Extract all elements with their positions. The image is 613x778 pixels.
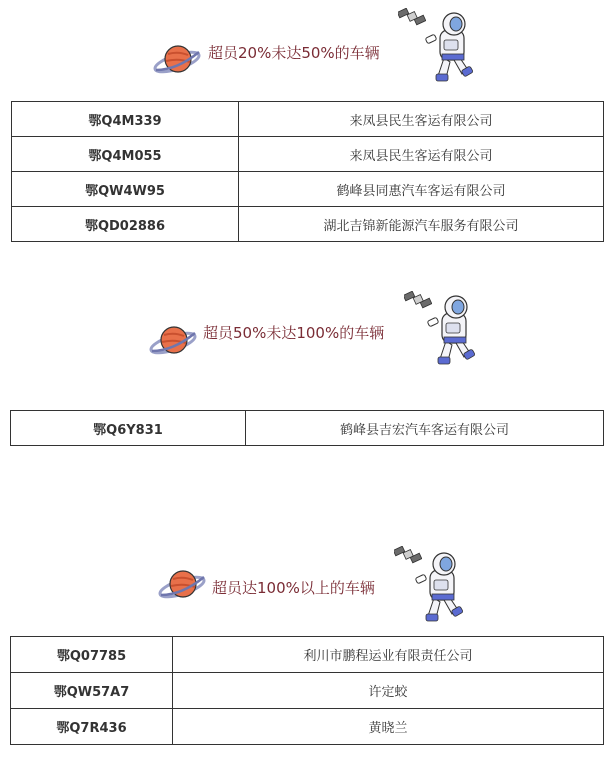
section-banner	[0, 285, 613, 375]
vehicle-table	[10, 410, 604, 446]
owner-cell: 黄晓兰	[173, 709, 604, 745]
table-row	[12, 172, 604, 207]
owner-cell: 来凤县民生客运有限公司	[239, 102, 604, 137]
owner-cell: 许定蛟	[173, 673, 604, 709]
plate-cell: 鄂Q7R436	[11, 709, 173, 745]
astronaut-icon	[418, 10, 480, 90]
table-row	[12, 137, 604, 172]
planet-icon	[157, 565, 207, 605]
planet-icon	[152, 40, 202, 80]
astronaut-icon	[408, 550, 470, 630]
plate-cell: 鄂Q4M339	[12, 102, 239, 137]
section-title: 超员达100%以上的车辆	[212, 579, 375, 597]
plate-cell: 鄂QD02886	[12, 207, 239, 242]
table-row	[11, 709, 604, 745]
table-row	[12, 102, 604, 137]
owner-cell: 湖北吉锦新能源汽车服务有限公司	[239, 207, 604, 242]
plate-cell: 鄂Q07785	[11, 637, 173, 673]
section-title: 超员50%未达100%的车辆	[203, 324, 385, 342]
table-row	[11, 673, 604, 709]
planet-icon	[148, 321, 198, 361]
table-row	[11, 411, 604, 446]
table-row	[12, 207, 604, 242]
plate-cell: 鄂Q4M055	[12, 137, 239, 172]
table-row	[11, 637, 604, 673]
section-title: 超员20%未达50%的车辆	[208, 44, 380, 62]
plate-cell: 鄂QW57A7	[11, 673, 173, 709]
section-banner	[0, 540, 613, 630]
section-banner	[0, 0, 613, 90]
owner-cell: 来凤县民生客运有限公司	[239, 137, 604, 172]
plate-cell: 鄂Q6Y831	[11, 411, 246, 446]
astronaut-icon	[420, 293, 482, 373]
owner-cell: 利川市鹏程运业有限责任公司	[173, 637, 604, 673]
vehicle-table	[11, 101, 604, 242]
plate-cell: 鄂QW4W95	[12, 172, 239, 207]
owner-cell: 鹤峰县吉宏汽车客运有限公司	[246, 411, 604, 446]
owner-cell: 鹤峰县同惠汽车客运有限公司	[239, 172, 604, 207]
vehicle-table	[10, 636, 604, 745]
